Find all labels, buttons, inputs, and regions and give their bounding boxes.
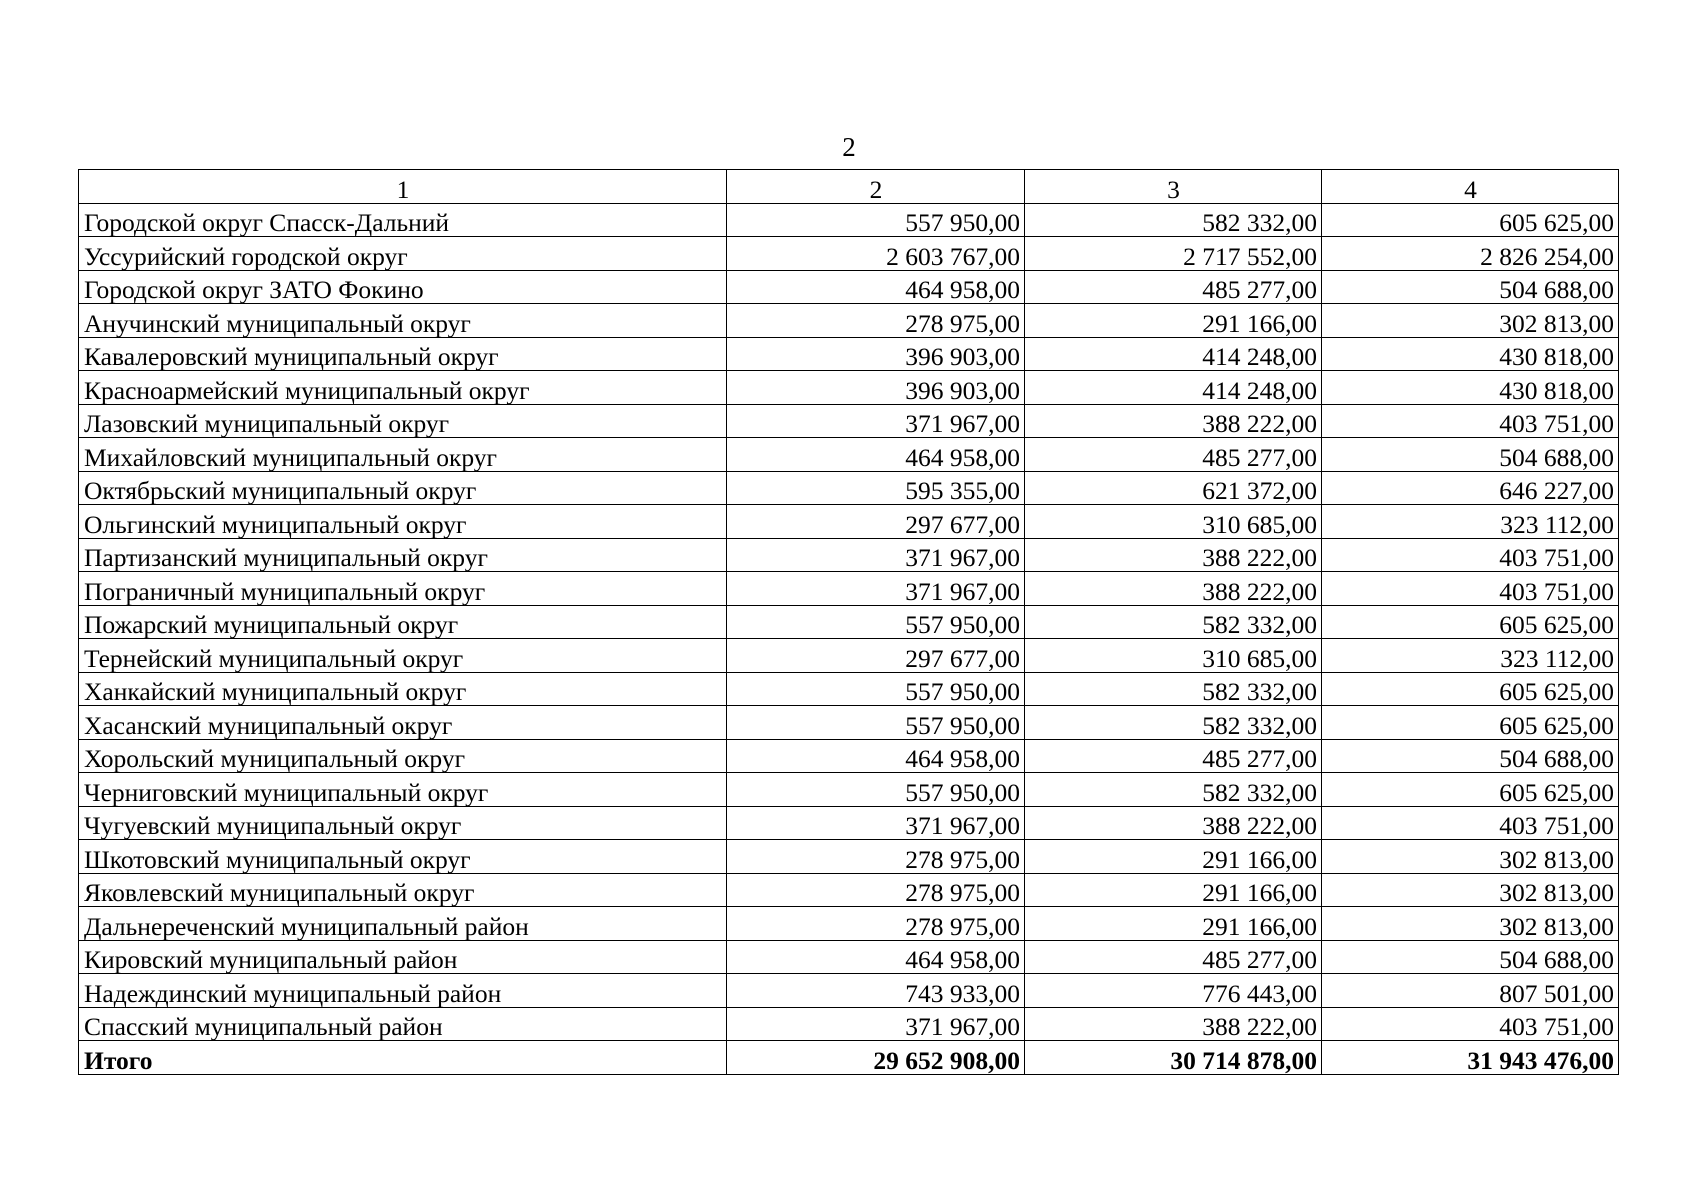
table-row [79,773,1619,807]
table-row [79,304,1619,338]
municipality-name-cell: Чугуевский муниципальный округ [79,806,727,840]
table-row [79,974,1619,1008]
amount-cell: 278 975,00 [727,304,1025,338]
municipality-name-cell: Партизанский муниципальный округ [79,538,727,572]
amount-cell: 2 717 552,00 [1025,237,1322,271]
column-header: 1 [79,170,727,204]
amount-cell: 557 950,00 [727,605,1025,639]
amount-cell: 582 332,00 [1025,672,1322,706]
amount-cell: 371 967,00 [727,806,1025,840]
total-value: 29 652 908,00 [727,1041,1025,1075]
amount-cell: 278 975,00 [727,873,1025,907]
amount-cell: 371 967,00 [727,404,1025,438]
table-row [79,270,1619,304]
municipality-name-cell: Хорольский муниципальный округ [79,739,727,773]
amount-cell: 310 685,00 [1025,505,1322,539]
table-row [79,1007,1619,1041]
table-row [79,940,1619,974]
amount-cell: 403 751,00 [1322,572,1619,606]
column-header: 2 [727,170,1025,204]
table-row [79,806,1619,840]
amount-cell: 310 685,00 [1025,639,1322,673]
budget-allocation-table [78,169,1619,1075]
table-row [79,739,1619,773]
amount-cell: 278 975,00 [727,907,1025,941]
column-number-row [79,170,1619,204]
amount-cell: 430 818,00 [1322,371,1619,405]
municipality-name-cell: Пограничный муниципальный округ [79,572,727,606]
table-row [79,873,1619,907]
amount-cell: 371 967,00 [727,1007,1025,1041]
amount-cell: 403 751,00 [1322,806,1619,840]
amount-cell: 388 222,00 [1025,572,1322,606]
amount-cell: 396 903,00 [727,337,1025,371]
amount-cell: 605 625,00 [1322,706,1619,740]
amount-cell: 807 501,00 [1322,974,1619,1008]
table-row [79,840,1619,874]
total-value: 30 714 878,00 [1025,1041,1322,1075]
amount-cell: 291 166,00 [1025,873,1322,907]
amount-cell: 297 677,00 [727,505,1025,539]
table-row [79,337,1619,371]
amount-cell: 504 688,00 [1322,940,1619,974]
amount-cell: 291 166,00 [1025,907,1322,941]
municipality-name-cell: Красноармейский муниципальный округ [79,371,727,405]
municipality-name-cell: Шкотовский муниципальный округ [79,840,727,874]
municipality-name-cell: Черниговский муниципальный округ [79,773,727,807]
municipality-name-cell: Тернейский муниципальный округ [79,639,727,673]
amount-cell: 464 958,00 [727,438,1025,472]
amount-cell: 388 222,00 [1025,1007,1322,1041]
amount-cell: 557 950,00 [727,706,1025,740]
table-row [79,605,1619,639]
amount-cell: 414 248,00 [1025,337,1322,371]
amount-cell: 403 751,00 [1322,1007,1619,1041]
amount-cell: 464 958,00 [727,940,1025,974]
column-header: 4 [1322,170,1619,204]
amount-cell: 414 248,00 [1025,371,1322,405]
amount-cell: 297 677,00 [727,639,1025,673]
table-row [79,237,1619,271]
amount-cell: 485 277,00 [1025,270,1322,304]
amount-cell: 388 222,00 [1025,404,1322,438]
amount-cell: 291 166,00 [1025,304,1322,338]
table-row [79,706,1619,740]
amount-cell: 464 958,00 [727,739,1025,773]
municipality-name-cell: Анучинский муниципальный округ [79,304,727,338]
amount-cell: 595 355,00 [727,471,1025,505]
amount-cell: 557 950,00 [727,672,1025,706]
amount-cell: 388 222,00 [1025,538,1322,572]
municipality-name-cell: Октябрьский муниципальный округ [79,471,727,505]
municipality-name-cell: Уссурийский городской округ [79,237,727,271]
municipality-name-cell: Ольгинский муниципальный округ [79,505,727,539]
amount-cell: 403 751,00 [1322,538,1619,572]
table-row [79,505,1619,539]
amount-cell: 485 277,00 [1025,940,1322,974]
amount-cell: 2 826 254,00 [1322,237,1619,271]
municipality-name-cell: Городской округ Спасск-Дальний [79,203,727,237]
table-row [79,404,1619,438]
table-row [79,203,1619,237]
municipality-name-cell: Спасский муниципальный район [79,1007,727,1041]
amount-cell: 582 332,00 [1025,605,1322,639]
amount-cell: 302 813,00 [1322,304,1619,338]
amount-cell: 396 903,00 [727,371,1025,405]
amount-cell: 430 818,00 [1322,337,1619,371]
municipality-name-cell: Лазовский муниципальный округ [79,404,727,438]
amount-cell: 302 813,00 [1322,840,1619,874]
amount-cell: 302 813,00 [1322,873,1619,907]
amount-cell: 557 950,00 [727,203,1025,237]
table-row [79,371,1619,405]
table-row [79,471,1619,505]
amount-cell: 776 443,00 [1025,974,1322,1008]
amount-cell: 388 222,00 [1025,806,1322,840]
amount-cell: 504 688,00 [1322,438,1619,472]
municipality-name-cell: Надеждинский муниципальный район [79,974,727,1008]
municipality-name-cell: Кировский муниципальный район [79,940,727,974]
total-value: 31 943 476,00 [1322,1041,1619,1075]
municipality-name-cell: Кавалеровский муниципальный округ [79,337,727,371]
municipality-name-cell: Хасанский муниципальный округ [79,706,727,740]
amount-cell: 464 958,00 [727,270,1025,304]
amount-cell: 743 933,00 [727,974,1025,1008]
total-row [79,1041,1619,1075]
amount-cell: 621 372,00 [1025,471,1322,505]
amount-cell: 323 112,00 [1322,505,1619,539]
municipality-name-cell: Яковлевский муниципальный округ [79,873,727,907]
municipality-name-cell: Михайловский муниципальный округ [79,438,727,472]
amount-cell: 371 967,00 [727,572,1025,606]
amount-cell: 582 332,00 [1025,706,1322,740]
table-row [79,672,1619,706]
column-header: 3 [1025,170,1322,204]
amount-cell: 605 625,00 [1322,672,1619,706]
amount-cell: 302 813,00 [1322,907,1619,941]
total-label: Итого [79,1041,727,1075]
amount-cell: 323 112,00 [1322,639,1619,673]
amount-cell: 485 277,00 [1025,438,1322,472]
amount-cell: 504 688,00 [1322,739,1619,773]
amount-cell: 557 950,00 [727,773,1025,807]
amount-cell: 582 332,00 [1025,773,1322,807]
amount-cell: 646 227,00 [1322,471,1619,505]
municipality-name-cell: Дальнереченский муниципальный район [79,907,727,941]
amount-cell: 371 967,00 [727,538,1025,572]
municipality-name-cell: Пожарский муниципальный округ [79,605,727,639]
municipality-name-cell: Ханкайский муниципальный округ [79,672,727,706]
amount-cell: 605 625,00 [1322,605,1619,639]
table-row [79,438,1619,472]
amount-cell: 605 625,00 [1322,203,1619,237]
amount-cell: 2 603 767,00 [727,237,1025,271]
amount-cell: 403 751,00 [1322,404,1619,438]
table-row [79,907,1619,941]
amount-cell: 485 277,00 [1025,739,1322,773]
amount-cell: 605 625,00 [1322,773,1619,807]
amount-cell: 291 166,00 [1025,840,1322,874]
amount-cell: 278 975,00 [727,840,1025,874]
table-row [79,572,1619,606]
municipality-name-cell: Городской округ ЗАТО Фокино [79,270,727,304]
table-row [79,538,1619,572]
amount-cell: 504 688,00 [1322,270,1619,304]
table-row [79,639,1619,673]
amount-cell: 582 332,00 [1025,203,1322,237]
page-number: 2 [842,132,856,162]
table-body [79,203,1619,1074]
